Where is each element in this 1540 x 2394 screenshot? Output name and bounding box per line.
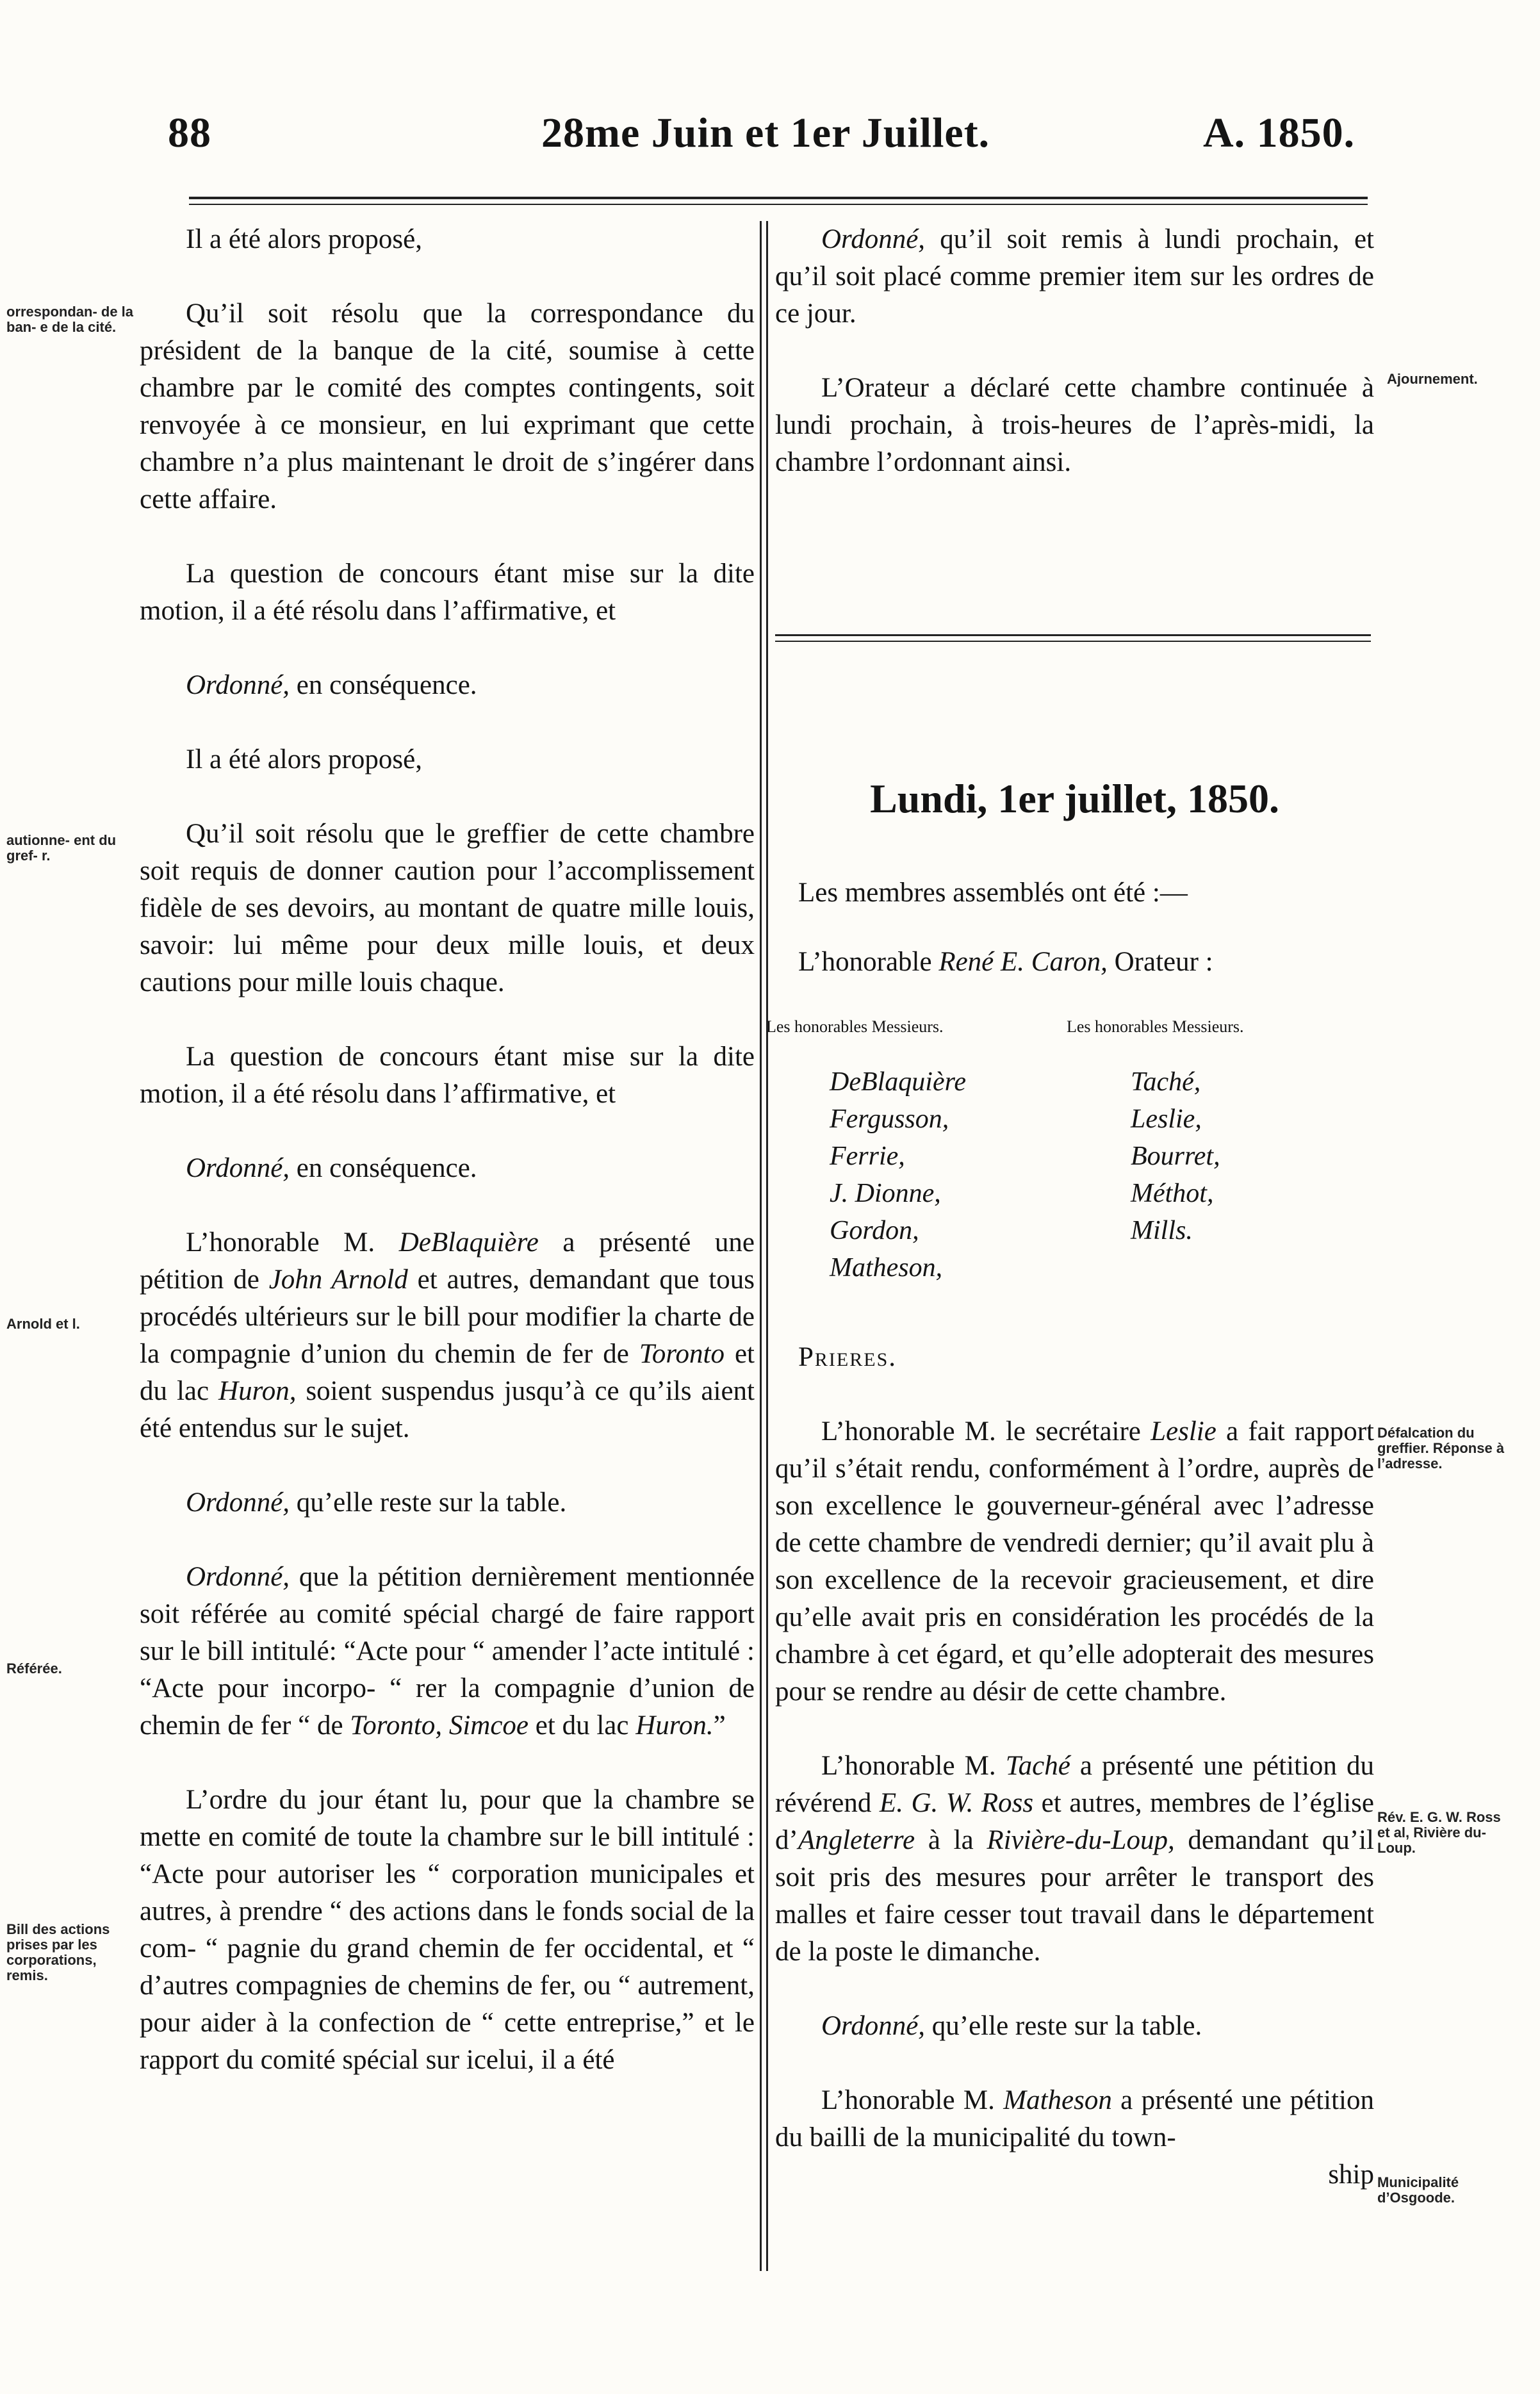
members-assembled: Les membres assemblés ont été :— xyxy=(798,878,1188,908)
members-list-left xyxy=(830,1063,966,1286)
ordonne-italic: Ordonné, xyxy=(186,1488,290,1518)
speaker-line: L’honorable René E. Caron, Orateur : xyxy=(798,947,1213,977)
member-name: J. Dionne, xyxy=(830,1179,941,1208)
left-para-3: La question de concours étant mise sur la dite motion, il a été résolu dans l’affirmative, et xyxy=(140,559,755,626)
left-column xyxy=(140,221,755,2116)
ordonne-italic: Ordonné, xyxy=(186,1153,290,1183)
member-name: Leslie, xyxy=(1131,1104,1202,1134)
member-name: Fergusson, xyxy=(830,1104,949,1134)
right-para-2: L’Orateur a déclaré cette chambre continuée à lundi prochain, à trois-heures de l’après-midi, la chambre l’ordonnant ainsi. xyxy=(775,373,1374,477)
ordonne-italic: Ordonné, xyxy=(186,670,290,700)
margin-note-correspondance: orrespondan- de la ban- e de la cité. xyxy=(6,304,134,335)
right-column-body xyxy=(775,1339,1374,2193)
margin-note-bill-actions: Bill des actions prises par les corporations, remis. xyxy=(6,1921,110,1983)
members-heading-right: Les honorables Messieurs. xyxy=(1067,1017,1244,1036)
right-para-6: L’honorable M. Matheson a présenté une pétition du bailli de la municipalité du town- xyxy=(775,2085,1374,2152)
members-list-right xyxy=(1131,1063,1220,1249)
right-para-5: Ordonné, qu’elle reste sur la table. xyxy=(821,2011,1202,2041)
header-rule-top xyxy=(189,197,1368,199)
header-rule-bottom xyxy=(189,204,1368,205)
section-rule-top xyxy=(775,634,1371,636)
column-divider-left xyxy=(760,221,762,2271)
left-para-12: L’ordre du jour étant lu, pour que la chambre se mette en comité de toute la chambre sur le bill intitulé : “Acte pour autoriser les “ corporation municipales et autres, à prendre “ des actions dans le fonds social de la com- “ pagnie du grand chemin de fer occidental, et “ d’autres compagnies de chemins de fer, ou “ autrement, pour aider à la confection de “ cette entreprise,” et le rapport du comité spécial sur icelui, il a été xyxy=(140,1785,755,2075)
right-column-top xyxy=(775,221,1374,518)
margin-note-referee: Référée. xyxy=(6,1660,62,1677)
margin-note-cautionnement: autionne- ent du gref- r. xyxy=(6,832,117,864)
member-name: Mills. xyxy=(1131,1216,1193,1245)
margin-note-defalcation: Défalcation du greffier. Réponse à l’adresse. xyxy=(1377,1425,1505,1472)
running-head-year: A. 1850. xyxy=(1203,110,1356,156)
right-para-4: L’honorable M. Taché a présenté une pétition du révérend E. G. W. Ross et autres, membres de l’église d’Angleterre à la Rivière-du-Loup, demandant qu’il soit pris des mesures pour arrêter le transport des malles et faire cesser tout travail dans le département de la poste le dimanche. xyxy=(775,1751,1374,1967)
member-name: DeBlaquière xyxy=(830,1067,967,1097)
right-para-1: Ordonné, qu’il soit remis à lundi prochain, et qu’il soit placé comme premier item sur les ordres de ce jour. xyxy=(775,224,1374,329)
left-para-5: Il a été alors proposé, xyxy=(186,744,422,775)
margin-note-ajournement: Ajournement. xyxy=(1387,371,1478,387)
left-para-7: La question de concours étant mise sur la dite motion, il a été résolu dans l’affirmative, et xyxy=(140,1042,755,1109)
left-para-1: Il a été alors proposé, xyxy=(186,224,422,254)
left-para-9: L’honorable M. DeBlaquière a présenté une pétition de John Arnold et autres, demandant que tous procédés ultérieurs sur le bill pour modifier la charte de la compagnie d’union du chemin de fer de Toronto et du lac Huron, soient suspendus jusqu’à ce qu’ils aient été entendus sur le sujet. xyxy=(140,1227,755,1443)
margin-note-ross: Rév. E. G. W. Ross et al, Rivière du-Loup. xyxy=(1377,1809,1501,1856)
right-column-roll xyxy=(775,874,1374,1018)
member-name: Ferrie, xyxy=(830,1142,905,1171)
page-number: 88 xyxy=(168,110,211,156)
left-para-2: Qu’il soit résolu que la correspondance du président de la banque de la cité, soumise à cette chambre par le comité des comptes contingents, soit renvoyée à ce monsieur, en lui exprimant que cette chambre n’a plus maintenant le droit de s’ingérer dans cette affaire. xyxy=(140,299,755,514)
section-rule-bottom xyxy=(775,641,1371,642)
right-para-3: L’honorable M. le secrétaire Leslie a fait rapport qu’il s’était rendu, conformément à l’ordre, auprès de son excellence le gouverneur-général avec l’adresse de cette chambre de vendredi dernier; qu’il avait plu à son excellence de la recevoir gracieusement, et dire qu’elle avait pris en considération les procédés de la chambre à cet égard, et qu’elle adopterait des mesures pour se rendre au désir de cette chambre. xyxy=(775,1416,1374,1707)
member-name: Gordon, xyxy=(830,1216,919,1245)
member-name: Bourret, xyxy=(1131,1142,1220,1171)
left-para-6: Qu’il soit résolu que le greffier de cette chambre soit requis de donner caution pour l’accomplissement fidèle de ses devoirs, au montant de quatre mille louis, savoir: lui même pour deux mille louis, et deux cautions pour mille louis chaque. xyxy=(140,819,755,997)
left-para-11: Ordonné, que la pétition dernièrement mentionnée soit référée au comité spécial chargé de faire rapport sur le bill intitulé: “Acte pour “ amender l’acte intitulé : “Acte pour incorpo- “ rer la compagnie d’union de chemin de fer “ de Toronto, Simcoe et du lac Huron.” xyxy=(140,1562,755,1741)
members-heading-left: Les honorables Messieurs. xyxy=(766,1017,944,1036)
prieres-heading: Prieres. xyxy=(798,1342,897,1372)
running-head-date: 28me Juin et 1er Juillet. xyxy=(541,110,990,156)
left-para-10: Ordonné, qu’elle reste sur la table. xyxy=(186,1488,567,1518)
column-divider-right xyxy=(766,221,768,2271)
member-name: Taché, xyxy=(1131,1067,1201,1097)
margin-note-osgoode: Municipalité d’Osgoode. xyxy=(1377,2174,1459,2206)
sitting-title: Lundi, 1er juillet, 1850. xyxy=(870,776,1279,821)
left-para-4: Ordonné, en conséquence. xyxy=(186,670,477,700)
margin-note-arnold: Arnold et l. xyxy=(6,1316,80,1332)
catchword: ship xyxy=(1328,2160,1374,2190)
member-name: Méthot, xyxy=(1131,1179,1214,1208)
member-name: Matheson, xyxy=(830,1253,943,1283)
left-para-8: Ordonné, en conséquence. xyxy=(186,1153,477,1183)
